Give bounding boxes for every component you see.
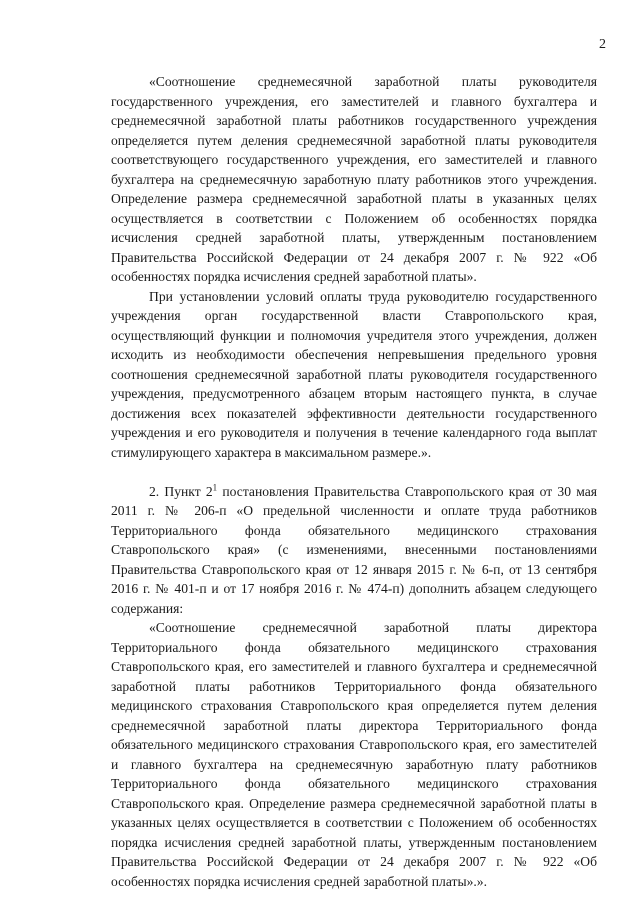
point-2-body-text: постановления Правительства Ставропольского края от 30 мая 2011 г. № 206-п «О предельной численности и оплате труда работников Территориального фонда обязательного медицинского страхования Ставропольского края» (с изменениями, внесенными постановлениями Правительства Ставропольского края от 12 января 2015 г. № 6-п, от 13 сентября 2016 г. № 401-п и от 17 ноября 2016 г. № 474-п) дополнить абзацем следующего содержания: [111, 483, 597, 616]
page-number: 2 [599, 37, 606, 52]
point-2-lead-text: 2. Пункт 2 [149, 483, 213, 499]
paragraph-point-2 [111, 482, 597, 619]
quoted-paragraph-salary-ratio: «Соотношение среднемесячной заработной платы руководителя государственного учреждения, его заместителей и главного бухгалтера и среднемесячной заработной платы работников государственного учреждения определяется путем деления среднемесячной заработной платы руководителя соответствующего государственного учреждения, его заместителей и главного бухгалтера на среднемесячную заработную плату работников этого учреждения. Определение размера среднемесячной заработной платы в указанных целях осуществляется в соответствии с Положением об особенностях порядка исчисления средней заработной платы, утвержденным постановлением Правительства Российской Федерации от 24 декабря 2007 г. № 922 «Об особенностях порядка исчисления средней заработной платы». [111, 74, 597, 284]
quoted-paragraph-fund-salary-ratio: «Соотношение среднемесячной заработной платы директора Территориального фонда обязательного медицинского страхования Ставропольского края, его заместителей и главного бухгалтера и среднемесячной заработной платы работников Территориального фонда обязательного медицинского страхования Ставропольского края определяется путем деления среднемесячной заработной платы директора Территориального фонда обязательного медицинского страхования Ставропольского края, его заместителей и главного бухгалтера на среднемесячную заработную плату работников Территориального фонда обязательного медицинского страхования Ставропольского края. Определение размера среднемесячной заработной платы в указанных целях осуществляется в соответствии с Положением об особенностях порядка исчисления средней заработной платы, утвержденным постановлением Правительства Российской Федерации от 24 декабря 2007 г. № 922 «Об особенностях порядка исчисления средней заработной платы».». [111, 620, 597, 889]
superscript-index: 1 [212, 481, 218, 492]
paragraph-salary-conditions: При установлении условий оплаты труда руководителю государственного учреждения орган государственной власти Ставропольского края, осуществляющий функции и полномочия учредителя этого учреждения, должен исходить из необходимости обеспечения непревышения предельного уровня соотношения среднемесячной заработной платы руководителя государственного учреждения, предусмотренного абзацем вторым настоящего пункта, в случае достижения всех показателей эффективности деятельности государственного учреждения и его руководителя и получения в течение календарного года выплат стимулирующего характера в максимальном размере.». [111, 288, 597, 460]
document-body [111, 72, 597, 891]
